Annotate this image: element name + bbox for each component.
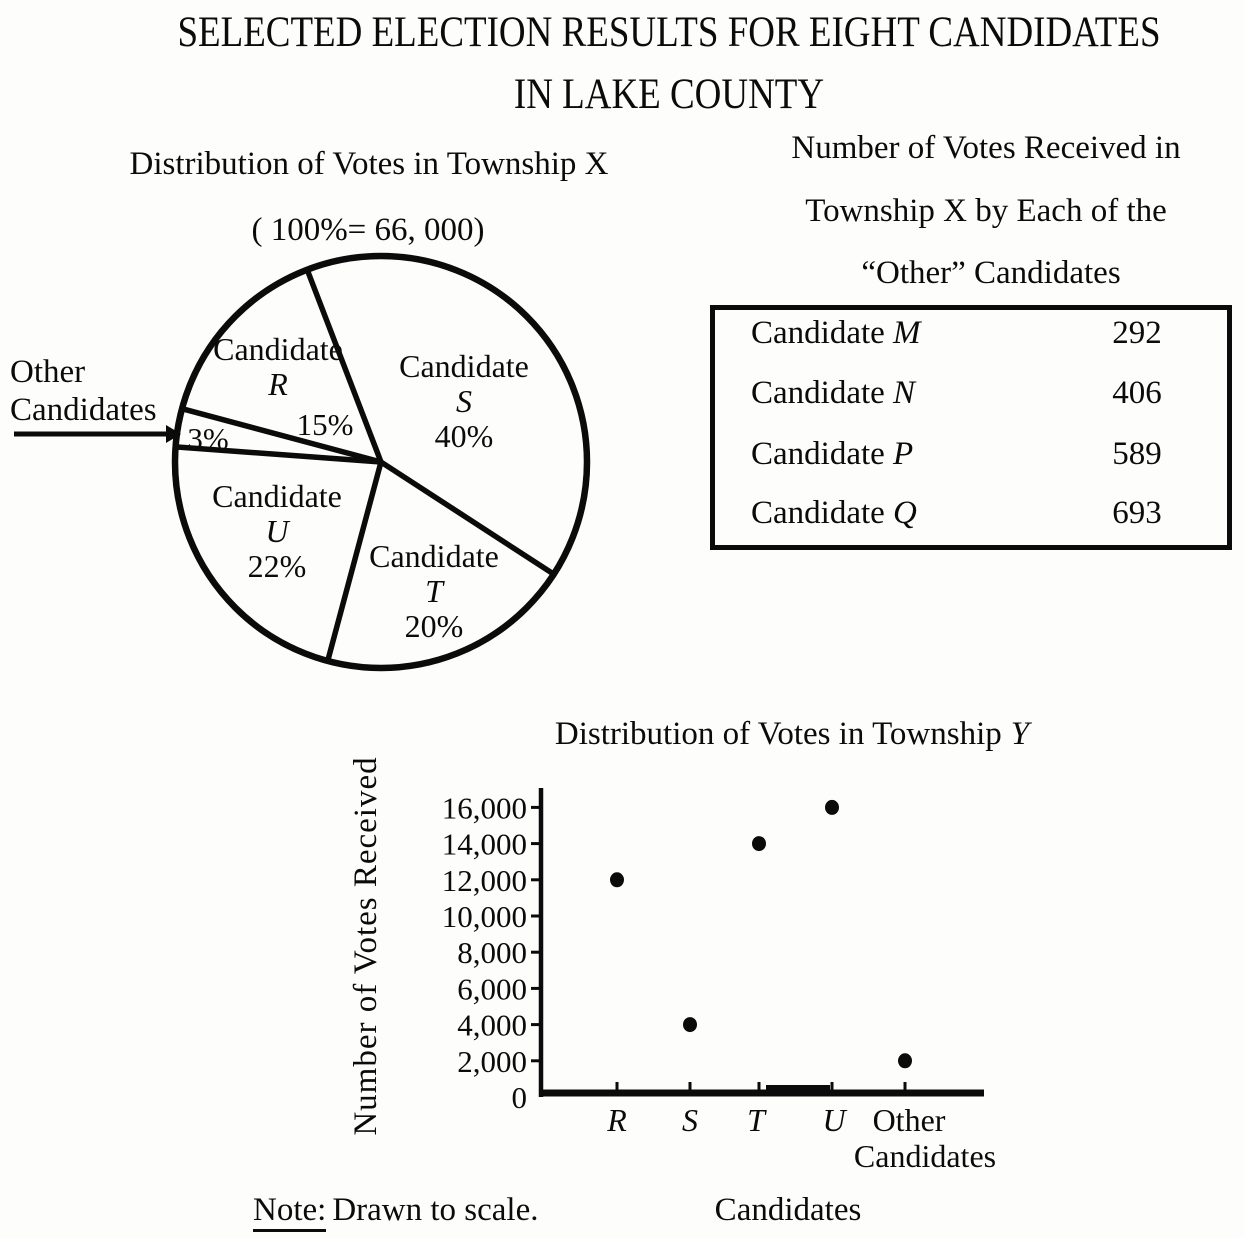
y-tick-label: 4,000 [457, 1007, 527, 1043]
x-category-label: T [747, 1102, 765, 1138]
scatter-dot [683, 1017, 697, 1032]
scatter-dot [752, 836, 766, 851]
table-title-line1: Number of Votes Received in [791, 130, 1181, 166]
pie-title: Distribution of Votes in Township X [129, 146, 609, 182]
scale-note [253, 1192, 539, 1229]
slice-letter: T [425, 573, 443, 609]
row-value: 589 [1112, 436, 1162, 472]
page-title-line1: SELECTED ELECTION RESULTS FOR EIGHT CANDIDATES [177, 9, 1161, 56]
x-category-label: Other [872, 1102, 946, 1138]
row-value: 693 [1112, 495, 1162, 531]
slice-word: Candidate [399, 348, 529, 384]
axis-scan-smudge [766, 1085, 830, 1092]
other-candidates-table [710, 305, 1232, 550]
y-tick-label: 8,000 [457, 935, 527, 971]
y-tick-label: 10,000 [441, 899, 527, 934]
row-value: 406 [1112, 375, 1162, 411]
y-tick-label: 0 [511, 1080, 527, 1115]
scatter-dot [898, 1053, 912, 1068]
table-title-line2: Township X by Each of the [805, 193, 1167, 229]
row-label: Candidate M [751, 315, 921, 351]
slice-word: Candidate [369, 538, 499, 574]
row-value: 292 [1112, 315, 1162, 351]
row-label: Candidate Q [751, 495, 917, 531]
x-category-label-line2: Candidates [853, 1138, 997, 1174]
page-title-line2: IN LAKE COUNTY [513, 71, 825, 118]
table-row-m [751, 315, 1227, 352]
x-category-label: R [607, 1102, 627, 1138]
y-tick-label: 2,000 [457, 1043, 527, 1079]
pie-subtitle: ( 100%= 66, 000) [251, 212, 485, 248]
x-axis-title: Candidates [714, 1192, 862, 1228]
slice-letter: R [268, 366, 288, 402]
slice-word: Candidate [212, 478, 342, 514]
table-row-p [751, 436, 1227, 473]
pie-slice-pct-other: 3% [187, 421, 229, 456]
pie-slice-label-r [213, 332, 343, 402]
other-candidates-callout [10, 353, 157, 429]
scatter-title-y: Y [1010, 716, 1030, 752]
pie-slice-pct-r: 15% [296, 407, 354, 442]
slice-pct: 22% [247, 548, 307, 584]
x-category-label: U [822, 1102, 846, 1138]
slice-letter: S [455, 383, 472, 419]
slice-pct: 40% [434, 418, 494, 454]
y-tick-label: 12,000 [441, 862, 527, 898]
table-row-q [751, 495, 1227, 532]
scatter-title: Distribution of Votes in Township Y [554, 716, 1030, 752]
note-label: Note: [253, 1192, 326, 1232]
callout-line2: Candidates [10, 392, 157, 428]
table-title-line3: “Other” Candidates [861, 255, 1121, 291]
row-label: Candidate P [751, 436, 914, 472]
y-tick-label: 14,000 [441, 826, 527, 862]
x-category-label: S [682, 1102, 698, 1138]
scatter-dot [610, 872, 624, 887]
callout-line1: Other [10, 354, 86, 390]
y-tick-label: 6,000 [457, 971, 527, 1007]
pie-slice-label-s [399, 349, 529, 454]
table-row-n [751, 375, 1227, 412]
note-text: Drawn to scale. [332, 1192, 539, 1228]
scatter-plot-graphic [442, 788, 996, 1174]
slice-word: Candidate [213, 331, 343, 367]
slice-pct: 20% [404, 608, 464, 644]
slice-letter: U [265, 513, 289, 549]
row-label: Candidate N [751, 375, 916, 411]
pie-slice-label-u [212, 479, 342, 584]
scatter-dot [825, 800, 839, 815]
y-tick-label: 16,000 [441, 790, 527, 826]
pie-slice-label-t [369, 539, 499, 644]
y-axis-label: Number of Votes Received [348, 756, 384, 1136]
